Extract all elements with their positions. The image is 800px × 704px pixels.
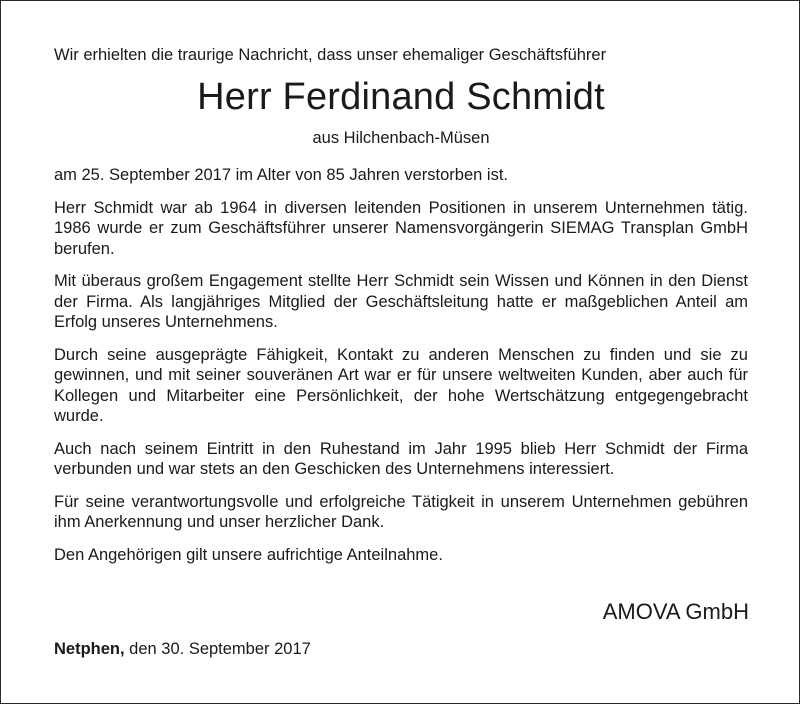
dateline-date: den 30. September 2017: [124, 640, 311, 658]
condolence-paragraph: Den Angehörigen gilt unsere aufrichtige Anteilnahme.: [54, 545, 443, 564]
origin-text: aus Hilchenbach-Müsen: [312, 129, 490, 147]
engagement-paragraph: Mit überaus großem Engagement stellte Herr Schmidt sein Wissen und Können in den Dienst der Firma. Als langjähriges Mitglied der Geschäftsleitung hatte er maßgeblichen Anteil am Erfolg unseres Unternehmens.: [54, 272, 748, 331]
deceased-name: Herr Ferdinand Schmidt: [197, 76, 605, 118]
company-signature: AMOVA GmbH: [602, 599, 749, 624]
retirement-paragraph: Auch nach seinem Eintritt in den Ruhestand im Jahr 1995 blieb Herr Schmidt der Firma verbunden und war stets an den Geschicken des Unternehmens interessiert.: [54, 439, 748, 478]
dateline: [54, 639, 311, 659]
intro-text: Wir erhielten die traurige Nachricht, dass unser ehemaliger Geschäftsführer: [54, 46, 607, 64]
personality-paragraph: Durch seine ausgeprägte Fähigkeit, Kontakt zu anderen Menschen zu finden und sie zu gewinnen, und mit seiner souveränen Art war er für unsere weltweiten Kunden, aber auch für Kollegen und Mitarbeiter eine Persönlichkeit, der hohe Wertschätzung entgegengebracht wurde.: [54, 345, 748, 425]
career-paragraph: Herr Schmidt war ab 1964 in diversen leitenden Positionen in unserem Unternehmen tätig. 1986 wurde er zum Geschäftsführer unserer Namensvorgängerin SIEMAG Transplan GmbH berufen.: [54, 198, 748, 258]
death-statement: am 25. September 2017 im Alter von 85 Jahren verstorben ist.: [54, 166, 508, 184]
gratitude-paragraph: Für seine verantwortungsvolle und erfolgreiche Tätigkeit in unserem Unternehmen gebühren ihm Anerkennung und unser herzlicher Dank.: [54, 492, 748, 531]
dateline-place: Netphen,: [54, 640, 125, 658]
